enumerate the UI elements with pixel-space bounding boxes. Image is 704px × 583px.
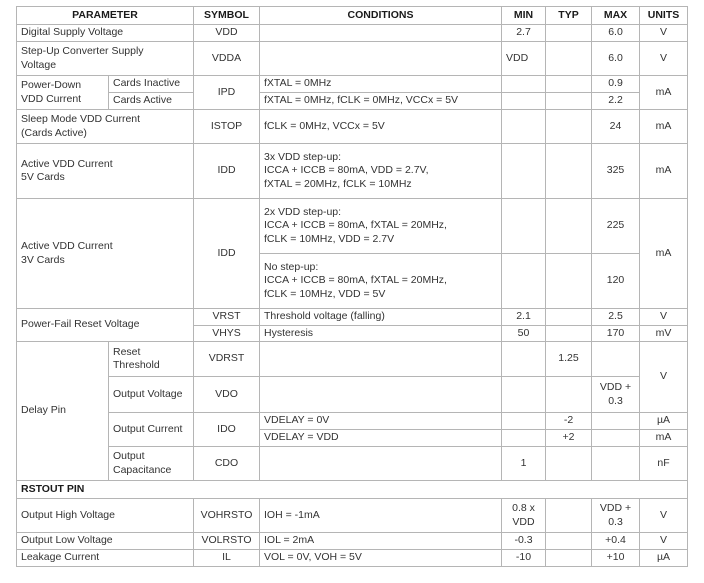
table-row xyxy=(17,42,688,76)
header-parameter: PARAMETER xyxy=(17,7,194,25)
conditions-cell: fCLK = 0MHz, VCCx = 5V xyxy=(260,110,502,144)
table-row xyxy=(17,199,688,254)
conditions-cell: VOL = 0V, VOH = 5V xyxy=(260,550,502,567)
symbol-cell: IDD xyxy=(194,144,260,199)
condition-line: fCLK = 10MHz, VDD = 5V xyxy=(264,287,386,300)
max-cell: 24 xyxy=(592,110,640,144)
conditions-cell xyxy=(260,342,502,377)
min-cell xyxy=(502,254,546,309)
min-cell xyxy=(502,499,546,533)
param-cell: Delay Pin xyxy=(17,342,109,481)
symbol-cell: VDO xyxy=(194,377,260,413)
typ-cell xyxy=(546,93,592,110)
typ-cell xyxy=(546,377,592,413)
table-row xyxy=(17,447,688,481)
symbol-cell: VDDA xyxy=(194,42,260,76)
conditions-cell: VDELAY = 0V xyxy=(260,413,502,430)
min-cell xyxy=(502,430,546,447)
typ-cell xyxy=(546,447,592,481)
conditions-cell xyxy=(260,199,502,254)
condition-line: fCLK = 10MHz, VDD = 2.7V xyxy=(264,232,395,245)
max-cell xyxy=(592,499,640,533)
subparam-cell xyxy=(109,447,194,481)
min-cell: 1 xyxy=(502,447,546,481)
subparam-line: Capacitance xyxy=(113,463,172,476)
table-row xyxy=(17,413,688,430)
min-cell xyxy=(502,144,546,199)
table-row xyxy=(17,377,688,413)
max-line: 0.3 xyxy=(608,515,623,528)
max-line: VDD + xyxy=(599,381,632,393)
max-line: 0.3 xyxy=(608,394,623,407)
conditions-cell xyxy=(260,447,502,481)
param-cell: Output Low Voltage xyxy=(17,533,194,550)
units-cell: mA xyxy=(640,430,688,447)
typ-cell xyxy=(546,42,592,76)
header-units: UNITS xyxy=(640,7,688,25)
table-row xyxy=(17,550,688,567)
subparam-cell: Output Current xyxy=(109,413,194,447)
typ-cell xyxy=(546,25,592,42)
param-cell: Leakage Current xyxy=(17,550,194,567)
min-cell: -0.3 xyxy=(502,533,546,550)
condition-line: ICCA + ICCB = 80mA, fXTAL = 20MHz, xyxy=(264,274,447,287)
min-line: 0.8 x xyxy=(512,502,535,514)
table-row xyxy=(17,309,688,326)
param-line: Step-Up Converter Supply xyxy=(21,45,144,57)
symbol-cell: VOLRSTO xyxy=(194,533,260,550)
conditions-cell: fXTAL = 0MHz xyxy=(260,76,502,93)
table-row xyxy=(17,144,688,199)
symbol-cell: VDD xyxy=(194,25,260,42)
section-title: RSTOUT PIN xyxy=(17,481,688,499)
header-max: MAX xyxy=(592,7,640,25)
units-cell: V xyxy=(640,533,688,550)
symbol-cell: IDD xyxy=(194,199,260,309)
subparam-cell: Cards Inactive xyxy=(109,76,194,93)
units-cell: mA xyxy=(640,144,688,199)
max-cell: 2.5 xyxy=(592,309,640,326)
subparam-line: Threshold xyxy=(113,359,160,371)
max-cell: +10 xyxy=(592,550,640,567)
param-line: Active VDD Current xyxy=(21,157,113,170)
max-cell xyxy=(592,342,640,377)
subparam-cell xyxy=(109,342,194,377)
table-row xyxy=(17,76,688,93)
max-cell: 6.0 xyxy=(592,25,640,42)
max-cell: 120 xyxy=(592,254,640,309)
min-cell xyxy=(502,110,546,144)
units-cell: mA xyxy=(640,199,688,309)
typ-cell xyxy=(546,309,592,326)
typ-cell xyxy=(546,76,592,93)
subparam-line: Output xyxy=(113,450,145,462)
conditions-cell: IOH = -1mA xyxy=(260,499,502,533)
symbol-cell: VDRST xyxy=(194,342,260,377)
units-cell: mV xyxy=(640,325,688,342)
table-row xyxy=(17,533,688,550)
conditions-cell: VDELAY = VDD xyxy=(260,430,502,447)
max-line: VDD + xyxy=(599,502,632,514)
condition-line: fXTAL = 20MHz, fCLK = 10MHz xyxy=(264,177,412,190)
param-cell xyxy=(17,110,194,144)
section-row xyxy=(17,481,688,499)
subparam-line: Reset xyxy=(113,345,141,358)
typ-cell xyxy=(546,144,592,199)
min-cell: 2.7 xyxy=(502,25,546,42)
condition-line: 2x VDD step-up: xyxy=(264,205,342,218)
min-cell: 2.1 xyxy=(502,309,546,326)
max-cell: 0.9 xyxy=(592,76,640,93)
condition-line: 3x VDD step-up: xyxy=(264,150,342,163)
conditions-cell: Hysteresis xyxy=(260,325,502,342)
min-cell xyxy=(502,76,546,93)
typ-cell xyxy=(546,199,592,254)
max-cell xyxy=(592,447,640,481)
conditions-cell xyxy=(260,254,502,309)
symbol-cell: IL xyxy=(194,550,260,567)
param-cell xyxy=(17,199,194,309)
typ-cell xyxy=(546,499,592,533)
electrical-characteristics-table xyxy=(16,6,688,567)
param-line: Active VDD Current xyxy=(21,240,113,252)
conditions-cell xyxy=(260,25,502,42)
param-cell xyxy=(17,144,194,199)
param-cell: Digital Supply Voltage xyxy=(17,25,194,42)
units-cell: mA xyxy=(640,110,688,144)
header-row xyxy=(17,7,688,25)
param-cell xyxy=(17,42,194,76)
min-cell xyxy=(502,342,546,377)
max-cell: 225 xyxy=(592,199,640,254)
param-cell xyxy=(17,76,109,110)
typ-cell xyxy=(546,110,592,144)
symbol-cell: VRST xyxy=(194,309,260,326)
header-symbol: SYMBOL xyxy=(194,7,260,25)
units-cell: V xyxy=(640,25,688,42)
symbol-cell: CDO xyxy=(194,447,260,481)
max-cell: 170 xyxy=(592,325,640,342)
param-line: Power-Down xyxy=(21,79,82,91)
min-cell: -10 xyxy=(502,550,546,567)
conditions-cell xyxy=(260,42,502,76)
max-cell xyxy=(592,377,640,413)
typ-cell xyxy=(546,533,592,550)
table-row xyxy=(17,25,688,42)
symbol-cell: ISTOP xyxy=(194,110,260,144)
units-cell: nF xyxy=(640,447,688,481)
min-cell xyxy=(502,377,546,413)
min-cell xyxy=(502,93,546,110)
typ-cell xyxy=(546,550,592,567)
symbol-cell: IDO xyxy=(194,413,260,447)
units-cell: µA xyxy=(640,550,688,567)
units-cell: V xyxy=(640,309,688,326)
max-cell: 6.0 xyxy=(592,42,640,76)
typ-cell: -2 xyxy=(546,413,592,430)
param-cell: Power-Fail Reset Voltage xyxy=(17,309,194,342)
conditions-cell: Threshold voltage (falling) xyxy=(260,309,502,326)
param-line: VDD Current xyxy=(21,92,82,105)
units-cell: mA xyxy=(640,76,688,110)
symbol-cell: VOHRSTO xyxy=(194,499,260,533)
param-line: Voltage xyxy=(21,58,57,71)
min-line: VDD xyxy=(512,515,535,528)
min-cell: 50 xyxy=(502,325,546,342)
units-cell: V xyxy=(640,499,688,533)
param-cell: Output High Voltage xyxy=(17,499,194,533)
units-cell: V xyxy=(640,42,688,76)
param-line: Sleep Mode VDD Current xyxy=(21,113,141,125)
typ-cell xyxy=(546,325,592,342)
conditions-cell xyxy=(260,377,502,413)
symbol-cell: VHYS xyxy=(194,325,260,342)
units-cell: µA xyxy=(640,413,688,430)
param-line: (Cards Active) xyxy=(21,126,87,139)
table-row xyxy=(17,499,688,533)
table-row xyxy=(17,93,688,110)
param-line: 3V Cards xyxy=(21,253,65,266)
param-line: 5V Cards xyxy=(21,171,65,183)
max-cell: 2.2 xyxy=(592,93,640,110)
max-cell: 325 xyxy=(592,144,640,199)
conditions-cell: fXTAL = 0MHz, fCLK = 0MHz, VCCx = 5V xyxy=(260,93,502,110)
max-cell xyxy=(592,430,640,447)
condition-line: No step-up: xyxy=(264,260,319,273)
condition-line: ICCA + ICCB = 80mA, VDD = 2.7V, xyxy=(264,164,429,177)
header-min: MIN xyxy=(502,7,546,25)
units-cell: V xyxy=(640,342,688,413)
header-typ: TYP xyxy=(546,7,592,25)
table-row xyxy=(17,110,688,144)
min-cell: VDD xyxy=(502,42,546,76)
header-conditions: CONDITIONS xyxy=(260,7,502,25)
table-row xyxy=(17,342,688,377)
conditions-cell xyxy=(260,144,502,199)
subparam-cell: Output Voltage xyxy=(109,377,194,413)
condition-line: ICCA + ICCB = 80mA, fXTAL = 20MHz, xyxy=(264,219,447,232)
typ-cell xyxy=(546,254,592,309)
max-cell: +0.4 xyxy=(592,533,640,550)
typ-cell: 1.25 xyxy=(546,342,592,377)
symbol-cell: IPD xyxy=(194,76,260,110)
min-cell xyxy=(502,413,546,430)
max-cell xyxy=(592,413,640,430)
typ-cell: +2 xyxy=(546,430,592,447)
subparam-cell: Cards Active xyxy=(109,93,194,110)
min-cell xyxy=(502,199,546,254)
conditions-cell: IOL = 2mA xyxy=(260,533,502,550)
